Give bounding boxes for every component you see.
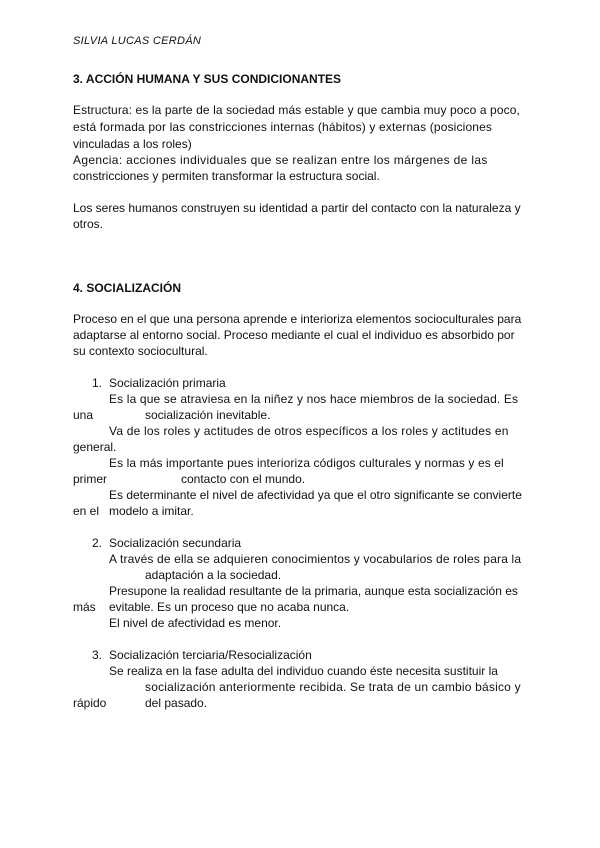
estructura-line-1: Estructura: es la parte de la sociedad más estable y que cambia muy poco a poco, <box>73 103 520 117</box>
estructura-line-2: está formada por las constricciones internas (hábitos) y externas (posiciones <box>73 120 493 134</box>
item-1-line-4: Es determinante el nivel de afectividad ya que el otro significante se convierte <box>109 488 522 502</box>
item-2-line-2: Presupone la realidad resultante de la primaria, aunque esta socialización es <box>109 584 518 598</box>
item-2-line-2b-left: más <box>73 600 96 614</box>
identidad-line-1: Los seres humanos construyen su identidad a partir del contacto con la naturaleza y <box>73 201 521 215</box>
item-3-line-1c-right: del pasado. <box>145 696 208 710</box>
list-number-1: 1. <box>92 376 103 390</box>
intro-line-2: adaptarse al entorno social. Proceso mediante el cual el individuo es absorbido por <box>73 328 515 342</box>
item-1-line-1b-right: socialización inevitable. <box>145 408 271 422</box>
item-2-line-3: El nivel de afectividad es menor. <box>109 616 282 630</box>
item-1-line-4b-right: modelo a imitar. <box>109 504 194 518</box>
agencia-line-2: constricciones y permiten transformar la estructura social. <box>73 169 380 183</box>
item-1-line-2b: general. <box>73 440 117 454</box>
list-number-3: 3. <box>92 648 103 662</box>
item-1-line-3b-left: primer <box>73 472 108 486</box>
item-2-line-1: A través de ella se adquieren conocimientos y vocabularios de roles para la <box>109 552 522 566</box>
list-number-2: 2. <box>92 536 103 550</box>
item-1-line-1b-left: una <box>73 408 94 422</box>
section-3-title: 3. ACCIÓN HUMANA Y SUS CONDICIONANTES <box>73 72 342 86</box>
section-4-title: 4. SOCIALIZACIÓN <box>73 281 182 295</box>
item-1-line-3b-right: contacto con el mundo. <box>181 472 306 486</box>
item-1-line-2: Va de los roles y actitudes de otros específicos a los roles y actitudes en <box>109 424 509 438</box>
item-2-title: Socialización secundaria <box>109 536 242 550</box>
item-1-line-4b-left: en el <box>73 504 100 518</box>
estructura-line-3: vinculadas a los roles) <box>73 137 192 151</box>
item-2-line-2b-right: evitable. Es un proceso que no acaba nunca. <box>109 600 350 614</box>
intro-line-1: Proceso en el que una persona aprende e interioriza elementos socioculturales para <box>73 312 522 326</box>
item-3-line-1c-left: rápido <box>73 696 107 710</box>
intro-line-3: su contexto sociocultural. <box>73 344 208 358</box>
item-1-line-3: Es la más importante pues interioriza códigos culturales y normas y es el <box>109 456 504 470</box>
identidad-line-2: otros. <box>73 217 104 231</box>
agencia-line-1: Agencia: acciones individuales que se realizan entre los márgenes de las <box>73 153 488 167</box>
item-3-line-1: Se realiza en la fase adulta del individuo cuando éste necesita sustituir la <box>109 664 498 678</box>
item-1-title: Socialización primaria <box>109 376 226 390</box>
item-1-line-1: Es la que se atraviesa en la niñez y nos hace miembros de la sociedad. Es <box>109 392 519 406</box>
item-3-title: Socialización terciaria/Resocialización <box>109 648 312 662</box>
author-header: SILVIA LUCAS CERDÁN <box>73 35 202 47</box>
item-3-line-1b: socialización anteriormente recibida. Se trata de un cambio básico y <box>145 680 521 694</box>
item-2-line-1b: adaptación a la sociedad. <box>145 568 282 582</box>
